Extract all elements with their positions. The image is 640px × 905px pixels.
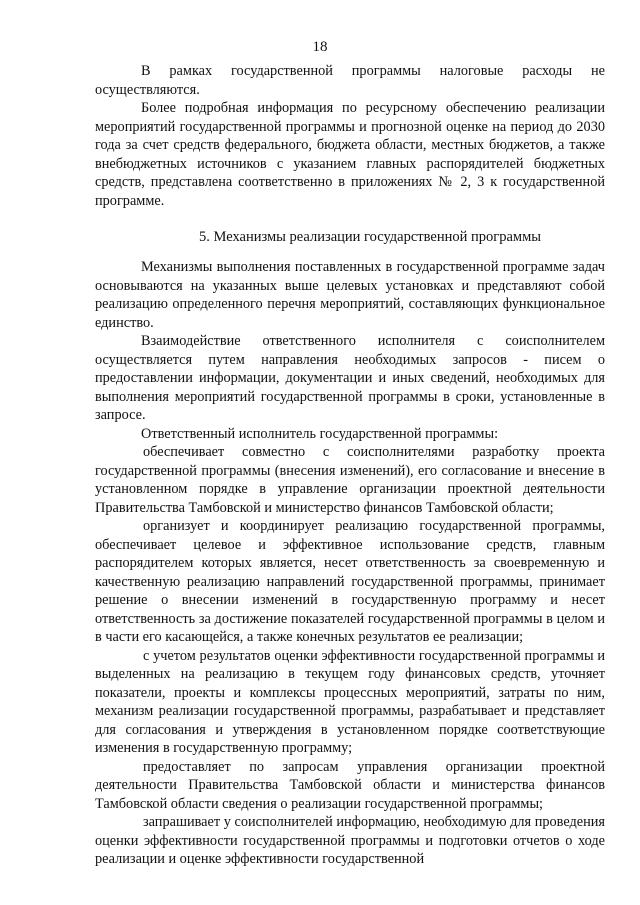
page-number: 18 (312, 39, 328, 55)
paragraph-provides: предоставляет по запросам управления организации проектной деятельности Правительства Тамбовской области и министерства финансов Тамбовской области сведения о реализации государственной программы; (95, 758, 605, 812)
paragraph-responsible-executor: Ответственный исполнитель государственной программы: (141, 425, 499, 442)
paragraph-mechanisms: Механизмы выполнения поставленных в государственной программе задач основываются на указанных выше целевых установках и представляют собой реализацию определенного перечня мероприятий, составляющих функциональное единство. (95, 259, 605, 331)
paragraph-tax-expenses: В рамках государственной программы налоговые расходы не осуществляются. (95, 63, 605, 98)
paragraph-organizes: организует и координирует реализацию государственной программы, обеспечивает целевое и эффективное использование средств, главным распорядителем которых является, несет ответственность за своевременную и качественную реализацию направлений государственной программы, принимает решение о внесении изменений в государственную программу и несет ответственность за достижение показателей государственной программы в целом и в части его касающейся, а также конечных результатов ее реализации; (95, 518, 605, 645)
section-heading: 5. Механизмы реализации государственной программы (199, 229, 541, 245)
paragraph-resource-info: Более подробная информация по ресурсному обеспечению реализации мероприятий государственной программы и прогнозной оценке на период до 2030 года за счет средств федерального, бюджета области, местных бюджетов, а также внебюджетных источников с указанием главных распорядителей бюджетных средств, представлена соответственно в приложениях № 2, 3 к государственной программе. (95, 100, 605, 209)
paragraph-evaluation: с учетом результатов оценки эффективности государственной программы и выделенных на реализацию в текущем году финансовых средств, уточняет показатели, проекты и комплексы процессных мероприятий, затраты по ним, механизм реализации государственной программы, разрабатывает и представляет для согласования и утверждения в установленном порядке соответствующие изменения в государственную программу; (95, 647, 605, 756)
paragraph-interaction: Взаимодействие ответственного исполнителя с соисполнителем осуществляется путем направления необходимых запросов - писем о предоставлении информации, документации и иных сведений, необходимых для выполнения мероприятий государственной программы в сроки, установленные в запросе. (95, 333, 605, 423)
paragraph-ensures: обеспечивает совместно с соисполнителями разработку проекта государственной программы (внесения изменений), его согласование и внесение в установленном порядке в управление организации проектной деятельности Правительства Тамбовской и министерство финансов Тамбовской области; (95, 444, 605, 516)
paragraph-requests: запрашивает у соисполнителей информацию, необходимую для проведения оценки эффективности государственной программы и подготовки отчетов о ходе реализации и оценке эффективности государственной (95, 814, 605, 867)
document-body (95, 62, 605, 869)
